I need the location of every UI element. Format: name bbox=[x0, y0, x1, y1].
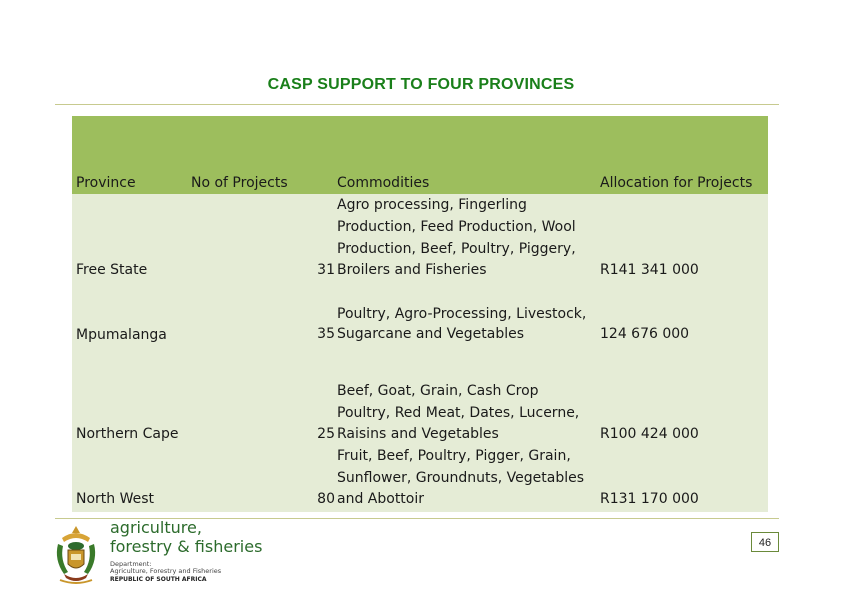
row-allocation: R100 424 000 bbox=[600, 426, 699, 442]
header-province: Province bbox=[76, 175, 136, 191]
row-commodity-line: Poultry, Agro-Processing, Livestock, bbox=[337, 306, 587, 322]
page-number: 46 bbox=[751, 532, 779, 552]
header-allocation: Allocation for Projects bbox=[600, 175, 753, 191]
row-allocation: R141 341 000 bbox=[600, 262, 699, 278]
row-commodity-line: Raisins and Vegetables bbox=[337, 426, 499, 442]
row-commodity-line: Poultry, Red Meat, Dates, Lucerne, bbox=[337, 405, 580, 421]
row-commodity-line: Beef, Goat, Grain, Cash Crop bbox=[337, 383, 539, 399]
row-commodity-line: Production, Beef, Poultry, Piggery, bbox=[337, 241, 576, 257]
row-commodity-line: Sunflower, Groundnuts, Vegetables bbox=[337, 470, 585, 486]
logo-country: REPUBLIC OF SOUTH AFRICA bbox=[110, 576, 207, 583]
logo-text-line2: forestry & fisheries bbox=[110, 537, 263, 556]
slide-title: CASP SUPPORT TO FOUR PROVINCES bbox=[267, 76, 575, 93]
row-commodity-line: Fruit, Beef, Poultry, Pigger, Grain, bbox=[337, 448, 571, 464]
row-commodity-line: Production, Feed Production, Wool bbox=[337, 219, 576, 235]
row-allocation: 124 676 000 bbox=[600, 326, 690, 342]
row-projects: 80 bbox=[317, 491, 335, 507]
logo-department-name: Agriculture, Forestry and Fisheries bbox=[110, 567, 222, 575]
logo-department bbox=[110, 561, 221, 575]
row-projects: 35 bbox=[317, 326, 335, 342]
row-commodity-line: Agro processing, Fingerling bbox=[337, 197, 527, 213]
logo-text-line1: agriculture, bbox=[110, 518, 202, 537]
logo-department-label: Department: bbox=[110, 560, 152, 568]
row-projects: 25 bbox=[317, 426, 335, 442]
row-commodity-line: Broilers and Fisheries bbox=[337, 262, 487, 278]
row-projects: 31 bbox=[317, 262, 335, 278]
row-province: Mpumalanga bbox=[76, 327, 167, 343]
row-province: North West bbox=[76, 491, 155, 507]
header-projects: No of Projects bbox=[191, 175, 288, 191]
row-province: Free State bbox=[76, 262, 148, 278]
row-allocation: R131 170 000 bbox=[600, 491, 699, 507]
row-commodity-line: Sugarcane and Vegetables bbox=[337, 326, 525, 342]
coat-of-arms-icon bbox=[50, 524, 102, 586]
title-divider bbox=[55, 104, 779, 105]
row-commodity-line: and Abottoir bbox=[337, 491, 425, 507]
row-province: Northern Cape bbox=[76, 426, 179, 442]
header-commodities: Commodities bbox=[337, 175, 430, 191]
